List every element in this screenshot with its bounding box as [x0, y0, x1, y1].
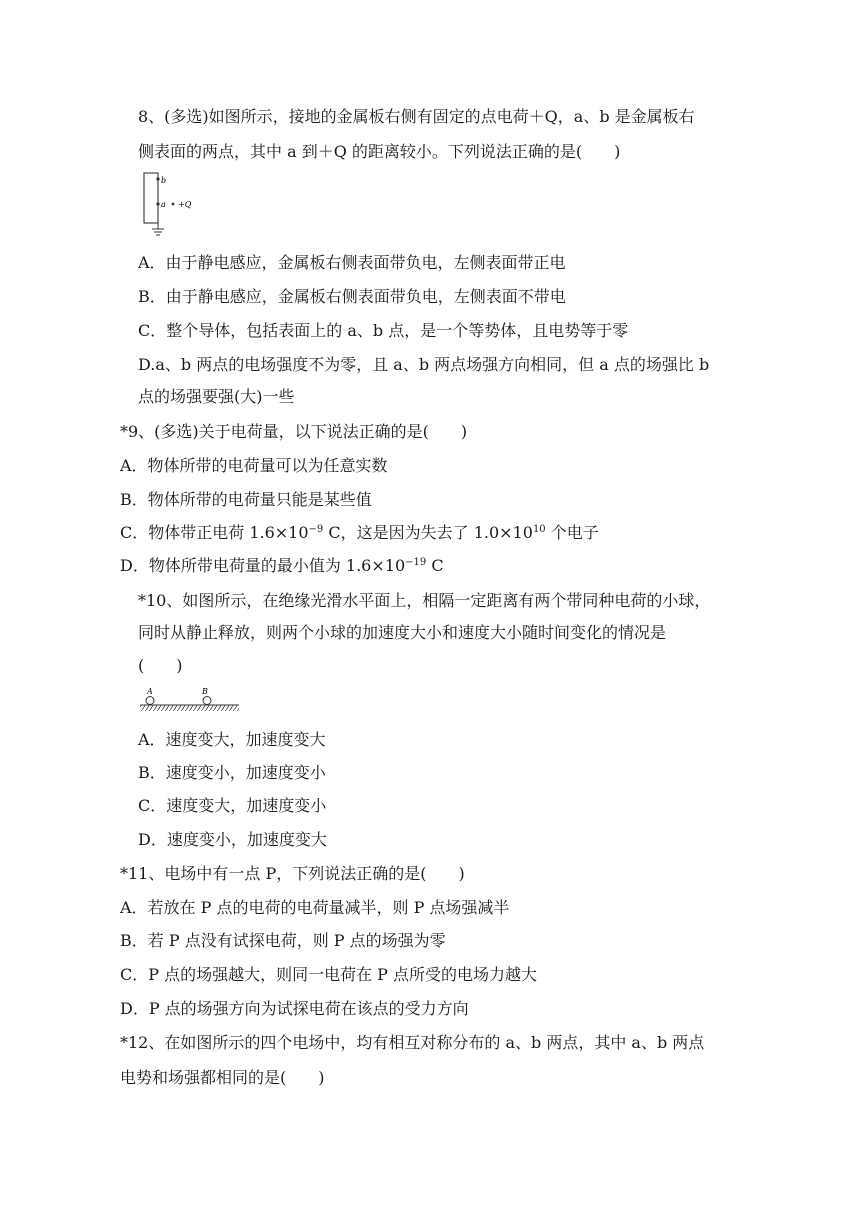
q10-stem-line1: *10、如图所示，在绝缘光滑水平面上，相隔一定距离有两个带同种电荷的小球， — [138, 591, 711, 610]
q10-figure-label-a: A — [147, 687, 153, 696]
q12-stem-line1: *12、在如图所示的四个电场中，均有相互对称分布的 a、b 两点，其中 a、b 两点 — [120, 1033, 705, 1052]
q11-option-b: B．若 P 点没有试探电荷，则 P 点的场强为零 — [120, 931, 446, 950]
q8-figure-grounded-plate — [142, 171, 202, 243]
q10-option-a: A．速度变大，加速度变大 — [138, 730, 326, 749]
q9-option-a: A．物体所带的电荷量可以为任意实数 — [120, 456, 388, 475]
q8-option-d-line2: 点的场强要强(大)一些 — [138, 387, 295, 406]
q8-option-d-line1: D.a、b 两点的电场强度不为零，且 a、b 两点场强方向相同，但 a 点的场强比 b — [138, 355, 710, 374]
q10-stem-line2: 同时从静止释放，则两个小球的加速度大小和速度大小随时间变化的情况是 — [138, 623, 667, 642]
q11-option-a: A．若放在 P 点的电荷的电荷量减半，则 P 点场强减半 — [120, 898, 510, 917]
q10-option-d: D．速度变小，加速度变大 — [138, 830, 327, 849]
q9-stem: *9、(多选)关于电荷量，以下说法正确的是( ) — [120, 422, 468, 441]
q8-stem-line1: 8、(多选)如图所示，接地的金属板右侧有固定的点电荷＋Q，a、b 是金属板右 — [138, 107, 695, 126]
q9-option-d: D．物体所带电荷量的最小值为 $1.6\times 10^{-19}$ C — [120, 556, 444, 575]
q11-option-c: C．P 点的场强越大，则同一电荷在 P 点所受的电场力越大 — [120, 965, 538, 984]
q8-figure-label-a: a — [161, 200, 166, 209]
q10-figure-label-b: B — [202, 687, 208, 696]
q10-option-c: C．速度变大，加速度变小 — [138, 796, 327, 815]
q9-option-c: C．物体带正电荷 $1.6\times 10^{-9}$ C，这是因为失去了 $1.0\times 10^{10}$ 个电子 — [120, 523, 599, 542]
q10-stem-line3: ( ) — [138, 656, 183, 675]
q8-figure-label-q: +Q — [178, 200, 192, 209]
q8-option-c: C．整个导体，包括表面上的 a、b 点，是一个等势体，且电势等于零 — [138, 321, 629, 340]
q8-figure-label-b: b — [161, 176, 167, 185]
q8-option-a: A．由于静电感应，金属板右侧表面带负电，左侧表面带正电 — [138, 253, 566, 272]
q12-stem-line2: 电势和场强都相同的是( ) — [120, 1068, 325, 1087]
q10-figure-two-balls — [138, 686, 242, 716]
q11-option-d: D．P 点的场强方向为试探电荷在该点的受力方向 — [120, 999, 469, 1018]
q8-stem-line2: 侧表面的两点，其中 a 到＋Q 的距离较小。下列说法正确的是( ) — [138, 142, 621, 161]
q8-option-b: B．由于静电感应，金属板右侧表面带负电，左侧表面不带电 — [138, 287, 566, 306]
q9-option-b: B．物体所带的电荷量只能是某些值 — [120, 490, 372, 509]
q10-option-b: B．速度变小，加速度变小 — [138, 763, 326, 782]
q11-stem: *11、电场中有一点 P，下列说法正确的是( ) — [120, 864, 465, 883]
